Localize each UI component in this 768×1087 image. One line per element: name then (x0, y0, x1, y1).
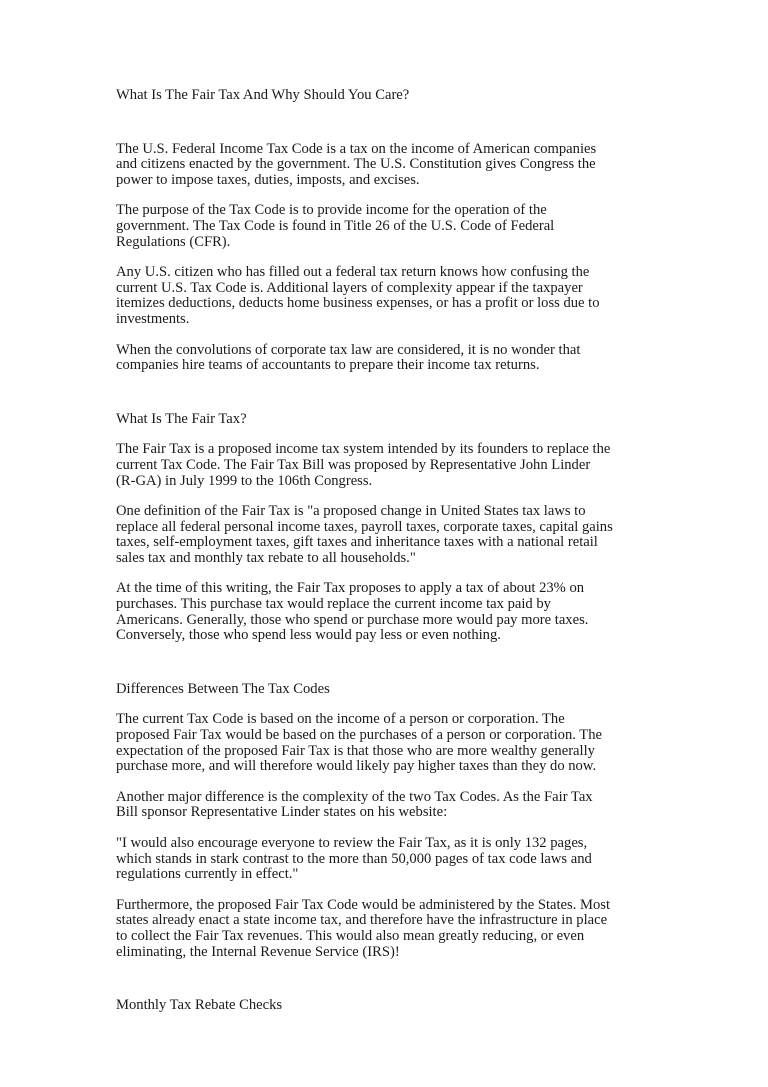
section-heading-what-is-fair-tax: What Is The Fair Tax? (116, 410, 247, 427)
section-heading-differences: Differences Between The Tax Codes (116, 680, 330, 697)
quote-paragraph: "I would also encourage everyone to review the Fair Tax, as it is only 132 pages, which stands in stark contrast to the more than 50,000 pages of tax code laws and regulations currently in effect." (116, 835, 592, 883)
paragraph: Any U.S. citizen who has filled out a federal tax return knows how confusing the current U.S. Tax Code is. Additional layers of complexity appear if the taxpayer itemizes deductions, deducts home business expenses, or has a profit or loss due to investments. (116, 264, 600, 327)
paragraph: The Fair Tax is a proposed income tax system intended by its founders to replace the current Tax Code. The Fair Tax Bill was proposed by Representative John Linder (R-GA) in July 1999 to the 106th Congress. (116, 441, 611, 489)
paragraph: The purpose of the Tax Code is to provide income for the operation of the government. The Tax Code is found in Title 26 of the U.S. Code of Federal Regulations (CFR). (116, 202, 555, 250)
paragraph: The U.S. Federal Income Tax Code is a tax on the income of American companies and citizens enacted by the government. The U.S. Constitution gives Congress the power to impose taxes, duties, imposts, and excises. (116, 140, 597, 188)
paragraph: The current Tax Code is based on the income of a person or corporation. The proposed Fair Tax would be based on the purchases of a person or corporation. The expectation of the proposed Fair Tax is that those who are more wealthy generally purchase more, and will therefore would likely pay higher taxes than they do now. (116, 711, 602, 775)
paragraph: At the time of this writing, the Fair Tax proposes to apply a tax of about 23% on purchases. This purchase tax would replace the current income tax paid by Americans. Generally, those who spend or purchase more would pay more taxes. Conversely, those who spend less would pay less or even nothing. (116, 580, 589, 644)
paragraph: One definition of the Fair Tax is "a proposed change in United States tax laws to replace all federal personal income taxes, payroll taxes, corporate taxes, capital gains taxes, self-employment taxes, gift taxes and inheritance taxes with a national retail sales tax and monthly tax rebate to all households." (116, 503, 613, 566)
paragraph: Furthermore, the proposed Fair Tax Code would be administered by the States. Most states already enact a state income tax, and therefore have the infrastructure in place to collect the Fair Tax revenues. This would also mean greatly reducing, or even eliminating, the Internal Revenue Service (IRS)! (116, 896, 610, 960)
paragraph: When the convolutions of corporate tax law are considered, it is no wonder that companies hire teams of accountants to prepare their income tax returns. (116, 341, 581, 374)
section-heading-fair-tax-intro: What Is The Fair Tax And Why Should You Care? (116, 87, 410, 103)
paragraph: Another major difference is the complexity of the two Tax Codes. As the Fair Tax Bill sponsor Representative Linder states on his website: (116, 788, 593, 821)
section-heading-monthly-rebate: Monthly Tax Rebate Checks (116, 997, 283, 1014)
document-body (116, 88, 656, 1014)
